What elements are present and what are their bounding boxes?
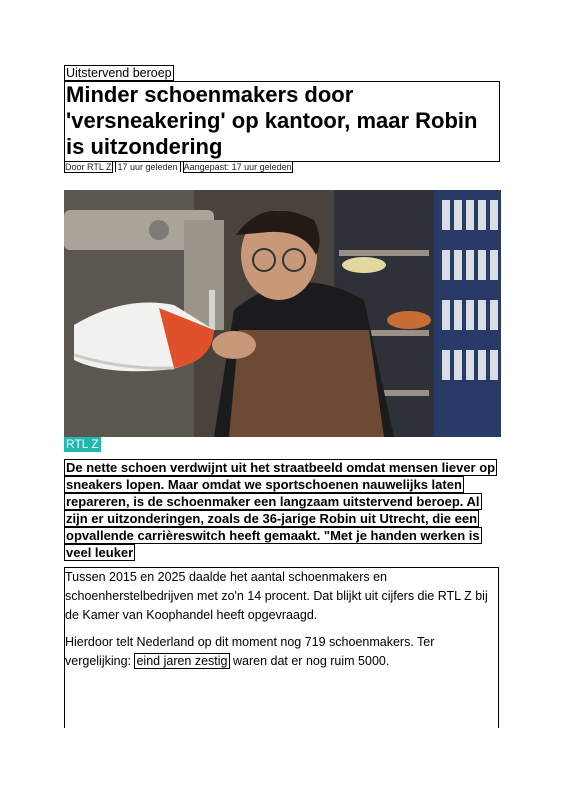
updated-time: Aangepast: 17 uur geleden <box>183 162 292 172</box>
article-body <box>64 567 499 728</box>
article-headline: Minder schoenmakers door 'versneakering' op kantoor, maar Robin is uitzondering <box>64 81 500 162</box>
inline-link-eind-jaren-zestig[interactable]: eind jaren zestig <box>136 654 228 668</box>
published-time: 17 uur geleden <box>117 162 178 172</box>
article-kicker[interactable]: Uitstervend beroep <box>66 66 172 80</box>
article-lead <box>64 459 496 561</box>
paragraph-2-start: Hierdoor telt Nederland op dit moment nog 719 schoenmakers. Ter vergelijking: <box>65 635 435 668</box>
image-credit: RTL Z <box>66 437 99 451</box>
article-meta <box>64 162 293 173</box>
lead-text: De nette schoen verdwijnt uit het straatbeeld omdat mensen liever op sneakers lopen. Maar omdat we sportschoenen nauwelijks laten repareren, is de schoenmaker een langzaam uitstervend beroep. Al zijn er uitzonderingen, zoals de 36-jarige Robin uit Utrecht, die een opvallende carrièreswitch heeft gemaakt. "Met je handen werken is veel leuker <box>66 460 496 560</box>
hero-illustration <box>64 190 501 437</box>
hero-image <box>64 190 501 437</box>
body-paragraph-1: Tussen 2015 en 2025 daalde het aantal schoenmakers en schoenherstelbedrijven met zo'n 14 procent. Dat blijkt uit cijfers die RTL Z bij de Kamer van Koophandel heeft opgevraagd. <box>65 570 488 622</box>
paragraph-2-end: waren dat er nog ruim 5000. <box>229 654 390 668</box>
author-link[interactable]: Door RTL Z <box>65 162 112 172</box>
body-paragraph-2 <box>65 633 498 671</box>
